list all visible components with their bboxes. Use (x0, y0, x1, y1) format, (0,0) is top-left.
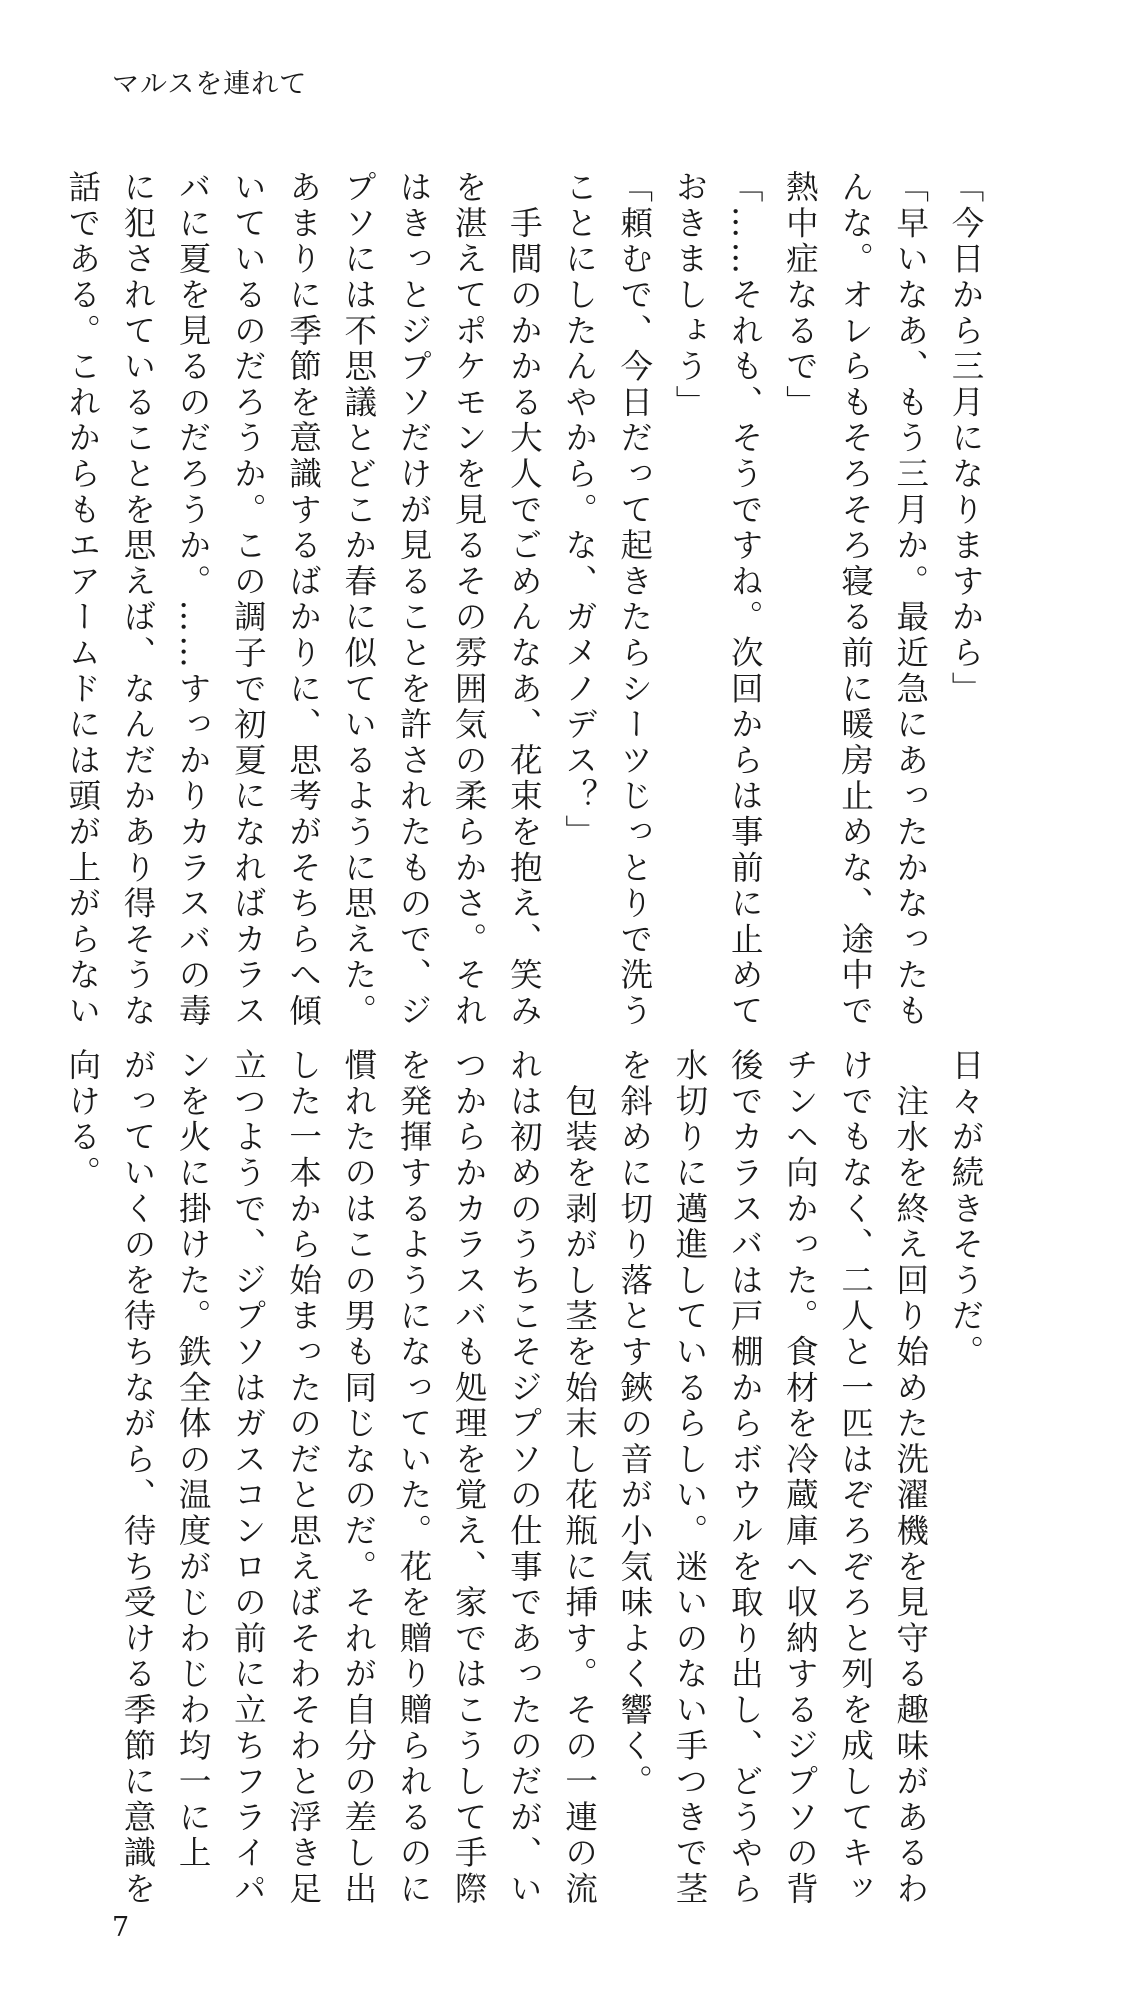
text-line: ことにしたんやから。な、ガメノデス？」 (560, 170, 599, 851)
text-line: 包装を剥がし茎を始末し花瓶に挿す。その一連の流 (560, 1048, 599, 1908)
text-line: を湛えてポケモンを見るその雰囲気の柔らかさ。それ (450, 170, 489, 1030)
text-line: けでもなく、二人と一匹はぞろぞろと列を成してキッ (836, 1048, 875, 1908)
text-line: ンを火に掛けた。鉄全体の温度がじわじわ均一に上 (174, 1048, 213, 1872)
text-line: んな。オレらもそろそろ寝る前に暖房止めな、途中で (836, 170, 875, 1030)
text-line: 水切りに邁進しているらしい。迷いのない手つきで茎 (670, 1048, 709, 1908)
page-number: 7 (112, 1912, 130, 1943)
text-block-lower (55, 1048, 993, 1908)
text-line: を発揮するようになっていた。花を贈り贈られるのに (394, 1048, 433, 1908)
text-line: チンへ向かった。食材を冷蔵庫へ収納するジプソの背 (781, 1048, 820, 1908)
text-line: 後でカラスバは戸棚からボウルを取り出し、どうやら (726, 1048, 765, 1908)
text-line: を斜めに切り落とす鋏の音が小気味よく響く。 (615, 1048, 654, 1800)
text-line: に犯されていることを思えば、なんだかあり得そうな (118, 170, 157, 1030)
text-line: 熱中症なるで」 (781, 170, 820, 421)
text-line: 「頼むで、今日だって起きたらシーツじっとりで洗う (615, 170, 654, 1030)
text-line: 向ける。 (63, 1048, 102, 1192)
text-line: れは初めのうちこそジプソの仕事であったのだが、い (505, 1048, 544, 1908)
text-line: 「今日から三月になりますから」 (947, 170, 985, 707)
text-line: した一本から始まったのだと思えばそわそわと浮き足 (284, 1048, 323, 1908)
running-header-title: マルスを連れて (112, 69, 308, 100)
text-line: プソには不思議とどこか春に似ているように思えた。 (339, 170, 378, 1030)
text-line: つからかカラスバも処理を覚え、家ではこうして手際 (450, 1048, 489, 1908)
text-line: 立つようで、ジプソはガスコンロの前に立ちフライパ (229, 1048, 268, 1908)
text-line: バに夏を見るのだろうか。……すっかりカラスバの毒 (174, 170, 213, 1030)
text-line: がっていくのを待ちながら、待ち受ける季節に意識を (118, 1048, 157, 1908)
text-line: はきっとジプソだけが見ることを許されたもので、ジ (394, 170, 433, 1030)
text-line: いているのだろうか。この調子で初夏になればカラス (229, 170, 268, 1030)
text-line: 話である。これからもエアームドには頭が上がらない (63, 170, 102, 1030)
text-line: 「早いなあ、もう三月か。最近急にあったかなったも (891, 170, 930, 1030)
text-line: あまりに季節を意識するばかりに、思考がそちらへ傾 (284, 170, 323, 1030)
text-line: おきましょう」 (670, 170, 709, 421)
text-block-upper (55, 170, 993, 1030)
text-line: 日々が続きそうだ。 (947, 1048, 985, 1371)
text-line: 「……それも、そうですね。次回からは事前に止めて (726, 170, 765, 1030)
text-line: 注水を終え回り始めた洗濯機を見守る趣味があるわ (891, 1048, 930, 1908)
text-line: 慣れたのはこの男も同じなのだ。それが自分の差し出 (339, 1048, 378, 1908)
text-line: 手間のかかる大人でごめんなあ、花束を抱え、笑み (505, 170, 544, 1030)
